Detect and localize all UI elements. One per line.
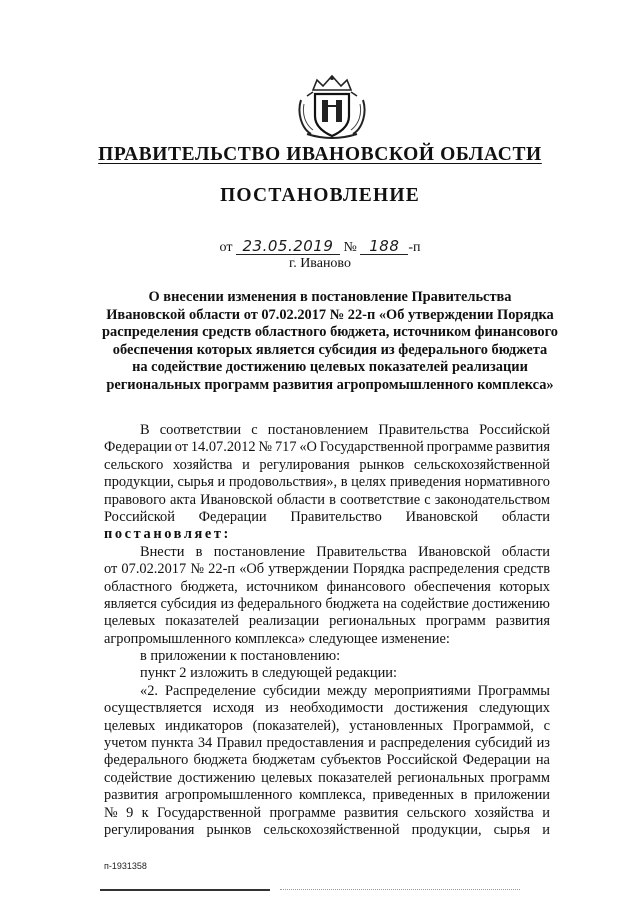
body-line: является субсидия из федерального бюджета на содействие достижению bbox=[104, 595, 550, 612]
body-line: учетом пункта 34 Правил предоставления и распределения субсидий из bbox=[104, 735, 550, 752]
heading-line: распределения средств областного бюджета, источником финансового bbox=[102, 324, 558, 341]
body-line: «2. Распределение субсидии между мероприятиями Программы bbox=[140, 682, 550, 699]
body-line: от 07.02.2017 № 22-п «Об утверждении Порядка распределения средств bbox=[104, 561, 550, 578]
number-suffix: -п bbox=[408, 240, 421, 255]
heading-line: О внесении изменения в постановление Правительства bbox=[148, 289, 512, 305]
body-line: пункт 2 изложить в следующей редакции: bbox=[140, 665, 397, 682]
scan-edge-dots bbox=[280, 889, 520, 891]
body-line: Российской Федерации Правительство Ивановской области bbox=[104, 508, 550, 525]
number-prefix: № bbox=[343, 240, 357, 255]
body-line: областного бюджета, источником финансового обеспечения которых bbox=[104, 578, 550, 595]
body-line: целевых показателей реализации региональных программ развития bbox=[104, 613, 550, 630]
body-line: № 9 к Государственной программе развития сельского хозяйства и bbox=[104, 804, 550, 821]
heading-line: Ивановской области от 07.02.2017 № 22-п «Об утверждении Порядка bbox=[106, 306, 554, 323]
document-heading bbox=[100, 289, 560, 395]
document-code: п-1931358 bbox=[104, 861, 147, 871]
body-line: федерального бюджета бюджетам субъектов Российской Федерации на bbox=[104, 752, 550, 769]
body-line: правового акта Ивановской области в соответствие с законодательством bbox=[104, 491, 550, 508]
body-line: постановляет: bbox=[104, 526, 231, 543]
government-title: ПРАВИТЕЛЬСТВО ИВАНОВСКОЙ ОБЛАСТИ bbox=[98, 144, 542, 165]
scan-edge-line bbox=[100, 889, 270, 891]
body-line: в приложении к постановлению: bbox=[140, 648, 341, 665]
heading-line: на содействие достижению целевых показателей реализации bbox=[132, 359, 528, 376]
document-type: ПОСТАНОВЛЕНИЕ bbox=[220, 185, 420, 206]
body-line: целевых индикаторов (показателей), установленных Программой, с bbox=[104, 717, 550, 734]
body-line: продукции, сырья и продовольствия», в целях приведения нормативного bbox=[104, 474, 550, 491]
heading-line: обеспечения которых является субсидия из федерального бюджета bbox=[112, 341, 548, 358]
body-line: регулирования рынков сельскохозяйственной продукции, сырья и bbox=[104, 821, 550, 838]
body-line: В соответствии с постановлением Правительства Российской bbox=[140, 422, 550, 438]
body-line: осуществляется исходя из необходимости достижения следующих bbox=[104, 700, 550, 717]
body-line: Внести в постановление Правительства Ивановской области bbox=[140, 543, 550, 560]
coat-of-arms-icon bbox=[295, 72, 369, 142]
body-line: развития агропромышленного комплекса, приведенных в приложении bbox=[104, 787, 550, 804]
document-body bbox=[104, 422, 550, 839]
handwritten-number: 188 bbox=[360, 238, 408, 255]
body-line: сельского хозяйства и регулирования рынков сельскохозяйственной bbox=[104, 456, 550, 473]
body-line: содействие достижению целевых показателей региональных программ bbox=[104, 769, 550, 786]
body-line: агропромышленного комплекса» следующее изменение: bbox=[104, 630, 450, 647]
date-number-line bbox=[0, 238, 640, 256]
handwritten-date: 23.05.2019 bbox=[236, 238, 340, 255]
body-line: Федерации от 14.07.2012 № 717 «О Государственной программе развития bbox=[104, 439, 550, 456]
heading-line: региональных программ развития агропромышленного комплекса» bbox=[106, 376, 554, 393]
city-line: г. Иваново bbox=[289, 256, 351, 271]
date-prefix: от bbox=[219, 240, 233, 255]
